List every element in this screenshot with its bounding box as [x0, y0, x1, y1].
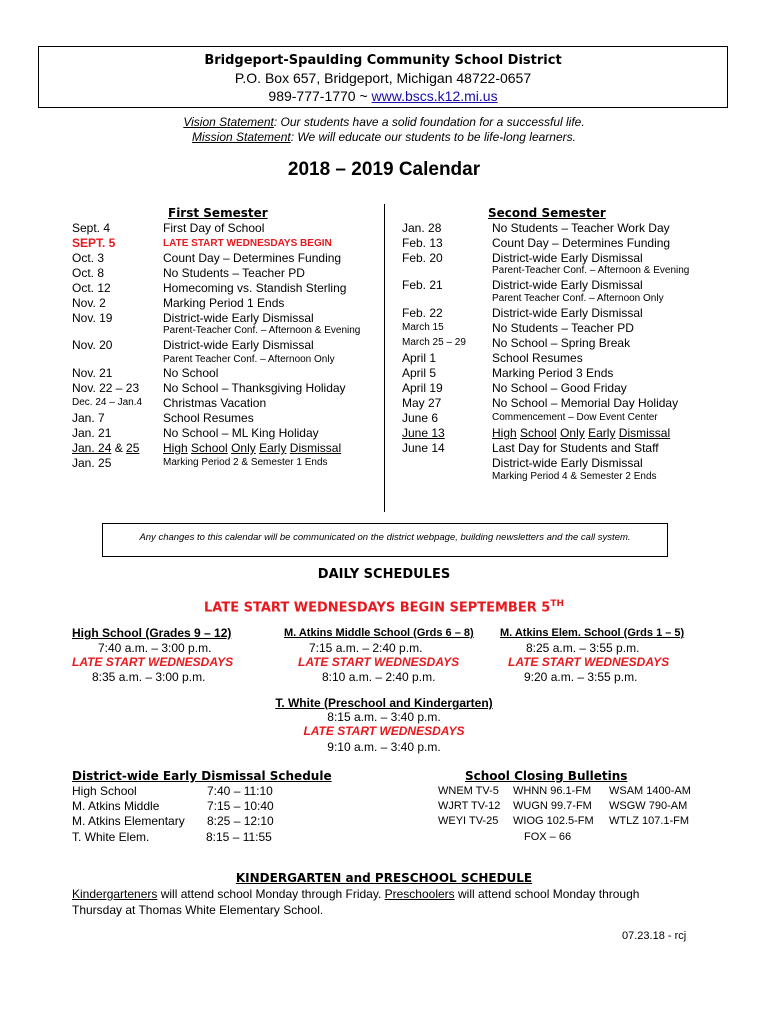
event-text: District-wide Early Dismissal — [492, 278, 643, 292]
word: Only — [231, 441, 256, 455]
event-date: April 19 — [402, 381, 443, 395]
event-text: Marking Period 1 Ends — [163, 296, 285, 310]
early-time: 8:15 – 11:55 — [206, 830, 272, 844]
footer-code: 07.23.18 - rcj — [622, 930, 687, 942]
event-text — [163, 441, 341, 455]
station: WSAM 1400-AM — [609, 785, 691, 797]
vision-text: : Our students have a solid foundation for a successful life. — [273, 115, 585, 129]
event-text: Count Day – Determines Funding — [492, 236, 671, 250]
event-text: No School – Good Friday — [492, 381, 627, 395]
event-date: Jan. 21 — [72, 426, 112, 440]
station: FOX – 66 — [524, 831, 572, 843]
date-part: 25 — [126, 441, 140, 455]
event-text: Christmas Vacation — [163, 396, 267, 410]
event-date: Jan. 28 — [402, 221, 442, 235]
twhite-late: 9:10 a.m. – 3:40 p.m. — [327, 740, 441, 754]
elem-school-name: M. Atkins Elem. School (Grds 1 – 5) — [500, 627, 685, 639]
banner-sup: TH — [550, 599, 564, 609]
semester-divider — [384, 204, 385, 512]
date-part: Jan. 24 — [72, 441, 112, 455]
list-item — [72, 221, 110, 235]
event-date: June 14 — [402, 441, 445, 455]
event-date: Nov. 21 — [72, 366, 113, 380]
event-text: Homecoming vs. Standish Sterling — [163, 281, 347, 295]
early-school: M. Atkins Elementary — [72, 814, 185, 828]
word: High — [492, 426, 517, 440]
event-text: No School – ML King Holiday — [163, 426, 319, 440]
high-school-name: High School (Grades 9 – 12) — [72, 626, 232, 640]
station: WHNN 96.1-FM — [513, 785, 592, 797]
event-text: No Students – Teacher PD — [163, 266, 305, 280]
vision-statement — [0, 115, 768, 129]
high-school-regular: 7:40 a.m. – 3:00 p.m. — [98, 641, 212, 655]
high-school-late: 8:35 a.m. – 3:00 p.m. — [92, 670, 206, 684]
district-name: Bridgeport-Spaulding Community School District — [204, 53, 562, 68]
early-school: High School — [72, 784, 137, 798]
early-time: 7:15 – 10:40 — [207, 799, 274, 813]
kinder-line1 — [72, 887, 639, 901]
event-date: Oct. 12 — [72, 281, 111, 295]
event-date: Jan. 25 — [72, 456, 112, 470]
district-contact — [38, 88, 728, 104]
early-school: T. White Elem. — [72, 830, 150, 844]
twhite-late-label: LATE START WEDNESDAYS — [303, 724, 465, 738]
twhite-name: T. White (Preschool and Kindergarten) — [275, 696, 493, 710]
station: WUGN 99.7-FM — [513, 800, 592, 812]
event-subtext: Parent-Teacher Conf. – Afternoon & Evening — [163, 325, 361, 336]
event-date: Nov. 20 — [72, 338, 113, 352]
event-date: May 27 — [402, 396, 442, 410]
closing-title: School Closing Bulletins — [465, 769, 628, 783]
event-date: Oct. 3 — [72, 251, 105, 265]
notice-text: Any changes to this calendar will be communicated on the district webpage, building newsletters and the call system. — [139, 532, 631, 543]
event-subtext: Parent Teacher Conf. – Afternoon Only — [163, 354, 335, 365]
station: WTLZ 107.1-FM — [609, 815, 690, 827]
mission-statement — [0, 130, 768, 144]
station: WJRT TV-12 — [438, 800, 501, 812]
event-date: April 1 — [402, 351, 437, 365]
event-text: LATE START WEDNESDAYS BEGIN — [163, 238, 332, 249]
preschool-word: Preschoolers — [384, 887, 455, 901]
kinder-word: Kindergarteners — [72, 887, 158, 901]
event-date: Feb. 21 — [402, 278, 443, 292]
event-date: Feb. 13 — [402, 236, 443, 250]
elem-school-late-label: LATE START WEDNESDAYS — [508, 655, 670, 669]
station: WIOG 102.5-FM — [513, 815, 594, 827]
event-text: No School – Spring Break — [492, 336, 631, 350]
event-text: District-wide Early Dismissal — [163, 311, 314, 325]
event-date: Jan. 7 — [72, 411, 105, 425]
event-text: Last Day for Students and Staff — [492, 441, 659, 455]
event-text: District-wide Early Dismissal — [492, 251, 643, 265]
event-date: Dec. 24 – Jan.4 — [72, 397, 143, 408]
banner-text: LATE START WEDNESDAYS BEGIN SEPTEMBER 5 — [204, 600, 551, 616]
event-subtext: Marking Period 4 & Semester 2 Ends — [492, 471, 657, 482]
phone-number: 989-777-1770 ~ — [268, 88, 372, 104]
event-text: District-wide Early Dismissal — [492, 456, 643, 470]
event-text: No Students – Teacher Work Day — [492, 221, 670, 235]
district-address: P.O. Box 657, Bridgeport, Michigan 48722-0657 — [234, 70, 532, 86]
middle-school-late: 8:10 a.m. – 2:40 p.m. — [322, 670, 436, 684]
kinder-text: will attend school Monday through Friday. — [157, 887, 385, 901]
event-text — [492, 426, 670, 440]
event-date: Feb. 22 — [402, 306, 443, 320]
event-date: SEPT. 5 — [72, 236, 116, 250]
daily-schedules-title: DAILY SCHEDULES — [317, 567, 451, 582]
event-date: March 25 – 29 — [402, 337, 466, 348]
middle-school-regular: 7:15 a.m. – 2:40 p.m. — [309, 641, 423, 655]
word: Early — [588, 426, 616, 440]
event-date: April 5 — [402, 366, 437, 380]
vision-label: Vision Statement — [183, 115, 274, 129]
station: WSGW 790-AM — [609, 800, 688, 812]
date-amp: & — [111, 441, 127, 455]
word: Early — [259, 441, 287, 455]
event-text: No School – Memorial Day Holiday — [492, 396, 679, 410]
early-time: 8:25 – 12:10 — [207, 814, 274, 828]
twhite-regular: 8:15 a.m. – 3:40 p.m. — [327, 710, 441, 724]
kinder-title: KINDERGARTEN and PRESCHOOL SCHEDULE — [235, 871, 533, 885]
event-date: March 15 — [402, 322, 444, 333]
event-text: District-wide Early Dismissal — [163, 338, 314, 352]
event-date: Feb. 20 — [402, 251, 443, 265]
word: School — [191, 441, 228, 455]
word: Dismissal — [618, 426, 671, 440]
event-text: Commencement – Dow Event Center — [492, 412, 658, 423]
calendar-title: 2018 – 2019 Calendar — [287, 159, 481, 180]
word: School — [520, 426, 557, 440]
high-school-late-label: LATE START WEDNESDAYS — [72, 655, 234, 669]
second-semester-title: Second Semester — [488, 206, 606, 220]
event-text: District-wide Early Dismissal — [492, 306, 643, 320]
mission-label: Mission Statement — [192, 130, 291, 144]
middle-school-name: M. Atkins Middle School (Grds 6 – 8) — [284, 627, 474, 639]
event-date: Nov. 19 — [72, 311, 113, 325]
early-dismissal-title: District-wide Early Dismissal Schedule — [72, 769, 332, 783]
middle-school-late-label: LATE START WEDNESDAYS — [298, 655, 460, 669]
event-text: No School – Thanksgiving Holiday — [163, 381, 346, 395]
event-text: No School — [163, 366, 219, 380]
mission-text: : We will educate our students to be life-long learners. — [290, 130, 576, 144]
word: Only — [560, 426, 585, 440]
early-school: M. Atkins Middle — [72, 799, 160, 813]
station: WNEM TV-5 — [438, 785, 499, 797]
event-text: First Day of School — [163, 221, 265, 235]
event-date: June 13 — [402, 426, 445, 440]
event-date: June 6 — [402, 411, 439, 425]
preschool-text: will attend school Monday through — [454, 887, 640, 901]
early-time: 7:40 – 11:10 — [207, 784, 273, 798]
event-text: No Students – Teacher PD — [492, 321, 634, 335]
event-subtext: Parent-Teacher Conf. – Afternoon & Evening — [492, 265, 690, 276]
elem-school-regular: 8:25 a.m. – 3:55 p.m. — [526, 641, 640, 655]
event-date: Nov. 22 – 23 — [72, 381, 140, 395]
elem-school-late: 9:20 a.m. – 3:55 p.m. — [524, 670, 638, 684]
event-text: School Resumes — [163, 411, 254, 425]
event-text: Marking Period 2 & Semester 1 Ends — [163, 457, 328, 468]
word: Dismissal — [289, 441, 342, 455]
station: WEYI TV-25 — [438, 815, 499, 827]
event-date: Nov. 2 — [72, 296, 106, 310]
event-text: School Resumes — [492, 351, 583, 365]
late-start-banner — [0, 599, 768, 615]
first-semester-title: First Semester — [168, 206, 268, 220]
event-date — [72, 441, 139, 455]
event-subtext: Parent Teacher Conf. – Afternoon Only — [492, 293, 664, 304]
kinder-line2: Thursday at Thomas White Elementary School. — [72, 903, 324, 917]
website-link[interactable]: www.bscs.k12.mi.us — [371, 88, 498, 104]
event-date: Oct. 8 — [72, 266, 105, 280]
event-text: Count Day – Determines Funding — [163, 251, 342, 265]
event-text: Marking Period 3 Ends — [492, 366, 614, 380]
event-date: Sept. 4 — [72, 221, 111, 235]
word: High — [163, 441, 188, 455]
